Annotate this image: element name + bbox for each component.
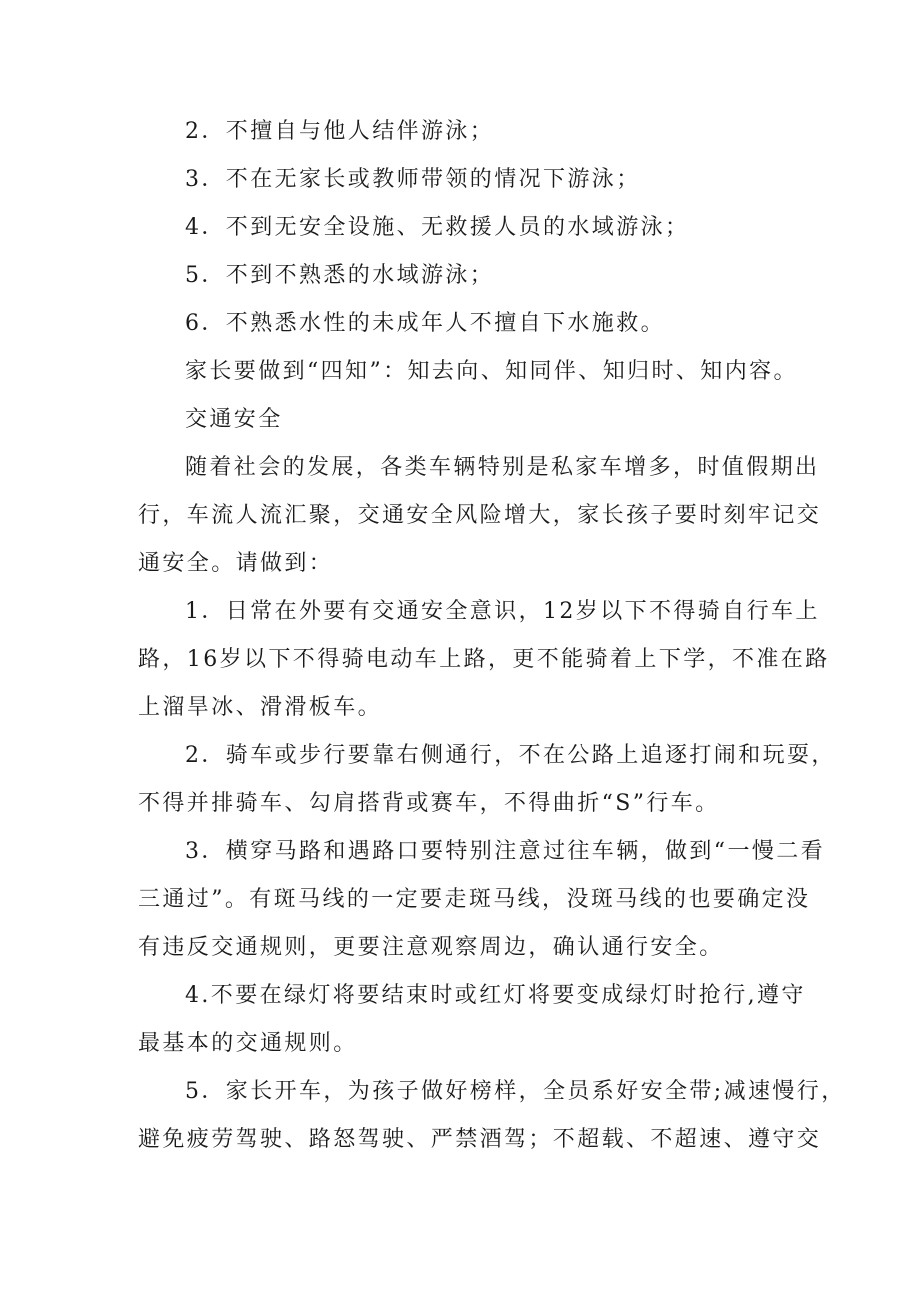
intro-paragraph-line-2: 行，车流人流汇聚，交通安全风险增大，家长孩子要时刻牢记交 — [138, 503, 822, 528]
traffic-item-1-line-2: 路，16岁以下不得骑电动车上路，更不能骑着上下学，不准在路 — [138, 647, 830, 672]
rule-item-4: 4．不到无安全设施、无救援人员的水域游泳； — [185, 215, 690, 240]
section-heading-traffic-safety: 交通安全 — [185, 407, 283, 432]
traffic-item-1-line-1: 1．日常在外要有交通安全意识，12岁以下不得骑自行车上 — [185, 599, 820, 624]
intro-paragraph-line-1: 随着社会的发展，各类车辆特别是私家车增多，时值假期出 — [185, 455, 820, 480]
traffic-item-5-line-2: 避免疲劳驾驶、路怒驾驶、严禁酒驾；不超载、不超速、遵守交 — [138, 1127, 822, 1152]
traffic-item-4-line-2: 最基本的交通规则。 — [138, 1031, 358, 1056]
rule-item-6: 6．不熟悉水性的未成年人不擅自下水施救。 — [185, 311, 665, 336]
parent-four-knows: 家长要做到“四知”：知去向、知同伴、知归时、知内容。 — [185, 359, 798, 384]
traffic-item-4-line-1: 4.不要在绿灯将要结束时或红灯将要变成绿灯时抢行,遵守 — [185, 983, 806, 1008]
traffic-item-1-line-3: 上溜旱冰、滑滑板车。 — [138, 695, 383, 720]
traffic-item-3-line-3: 有违反交通规则，更要注意观察周边，确认通行安全。 — [138, 935, 724, 960]
traffic-item-5-line-1: 5．家长开车，为孩子做好榜样，全员系好安全带;减速慢行， — [185, 1079, 846, 1104]
rule-item-2: 2．不擅自与他人结伴游泳； — [185, 119, 495, 144]
rule-item-5: 5．不到不熟悉的水域游泳； — [185, 263, 495, 288]
rule-item-3: 3．不在无家长或教师带领的情况下游泳； — [185, 167, 641, 192]
traffic-item-3-line-1: 3．横穿马路和遇路口要特别注意过往车辆，做到“一慢二看 — [185, 839, 826, 864]
traffic-item-2-line-1: 2．骑车或步行要靠右侧通行，不在公路上追逐打闹和玩耍， — [185, 743, 836, 768]
intro-paragraph-line-3: 通安全。请做到： — [138, 551, 334, 576]
traffic-item-3-line-2: 三通过”。有斑马线的一定要走斑马线，没斑马线的也要确定没 — [138, 887, 811, 912]
traffic-item-2-line-2: 不得并排骑车、勾肩搭背或赛车，不得曲折“S”行车。 — [138, 791, 720, 816]
